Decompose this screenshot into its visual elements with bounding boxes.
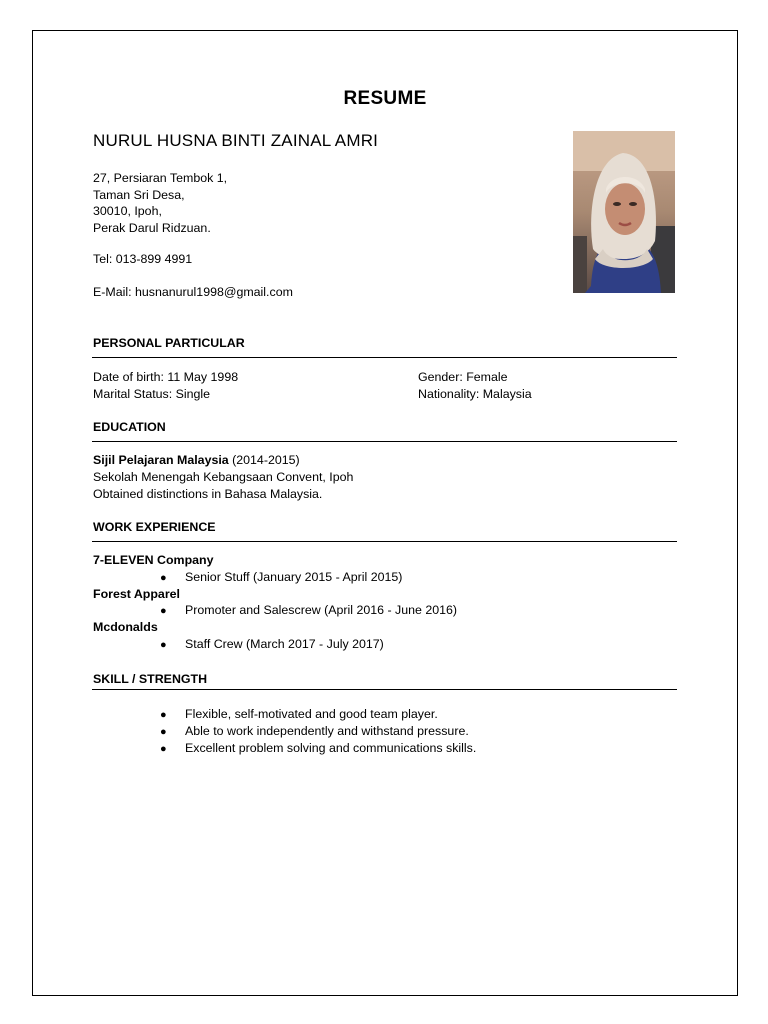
skill-item — [160, 724, 469, 738]
nationality: Nationality: Malaysia — [418, 387, 532, 401]
section-divider — [92, 357, 677, 358]
marital-status: Marital Status: Single — [93, 387, 211, 401]
address-line: 30010, Ipoh, — [93, 204, 162, 218]
skill-item — [160, 741, 476, 755]
education-school: Sekolah Menengah Kebangsaan Convent, Ipoh — [93, 470, 354, 484]
bullet-icon: ● — [160, 726, 167, 738]
section-heading-personal: PERSONAL PARTICULAR — [93, 336, 245, 350]
bullet-icon: ● — [160, 709, 167, 721]
education-qualification — [93, 453, 300, 467]
section-heading-work: WORK EXPERIENCE — [93, 520, 216, 534]
section-heading-education: EDUCATION — [93, 420, 166, 434]
document-title: RESUME — [343, 88, 427, 109]
skill-text: Excellent problem solving and communications skills. — [185, 741, 477, 755]
education-note: Obtained distinctions in Bahasa Malaysia. — [93, 487, 323, 501]
section-divider — [92, 441, 677, 442]
qualification-years: (2014-2015) — [228, 453, 300, 467]
job-role-text: Senior Stuff (January 2015 - April 2015) — [185, 570, 403, 584]
address-line: Taman Sri Desa, — [93, 187, 185, 202]
bullet-icon: ● — [160, 572, 167, 584]
job-company: 7-ELEVEN Company — [93, 553, 214, 567]
bullet-icon: ● — [160, 605, 167, 617]
section-heading-skills: SKILL / STRENGTH — [93, 672, 208, 686]
portrait-photo-icon — [573, 131, 675, 293]
date-of-birth: Date of birth: 11 May 1998 — [93, 370, 239, 384]
job-role — [160, 603, 457, 617]
full-name: NURUL HUSNA BINTI ZAINAL AMRI — [93, 131, 379, 150]
gender: Gender: Female — [418, 370, 508, 384]
skill-item — [160, 707, 438, 721]
skill-text: Flexible, self-motivated and good team player. — [185, 707, 438, 721]
job-role — [160, 570, 402, 584]
bullet-icon: ● — [160, 743, 167, 755]
phone-number: Tel: 013-899 4991 — [93, 252, 193, 266]
email-address: E-Mail: husnanurul1998@gmail.com — [93, 285, 293, 299]
job-role-text: Staff Crew (March 2017 - July 2017) — [185, 637, 384, 651]
skill-text: Able to work independently and withstand pressure. — [185, 724, 469, 738]
job-role-text: Promoter and Salescrew (April 2016 - June 2016) — [185, 603, 458, 617]
profile-photo — [573, 131, 675, 293]
qualification-name: Sijil Pelajaran Malaysia — [93, 453, 229, 467]
section-divider — [92, 689, 677, 690]
address-block — [93, 170, 227, 236]
job-company: Forest Apparel — [93, 587, 180, 601]
address-line: 27, Persiaran Tembok 1, — [93, 171, 228, 185]
address-line: Perak Darul Ridzuan. — [93, 220, 211, 235]
job-company: Mcdonalds — [93, 620, 158, 634]
bullet-icon: ● — [160, 639, 167, 651]
section-divider — [92, 541, 677, 542]
job-role — [160, 637, 384, 651]
